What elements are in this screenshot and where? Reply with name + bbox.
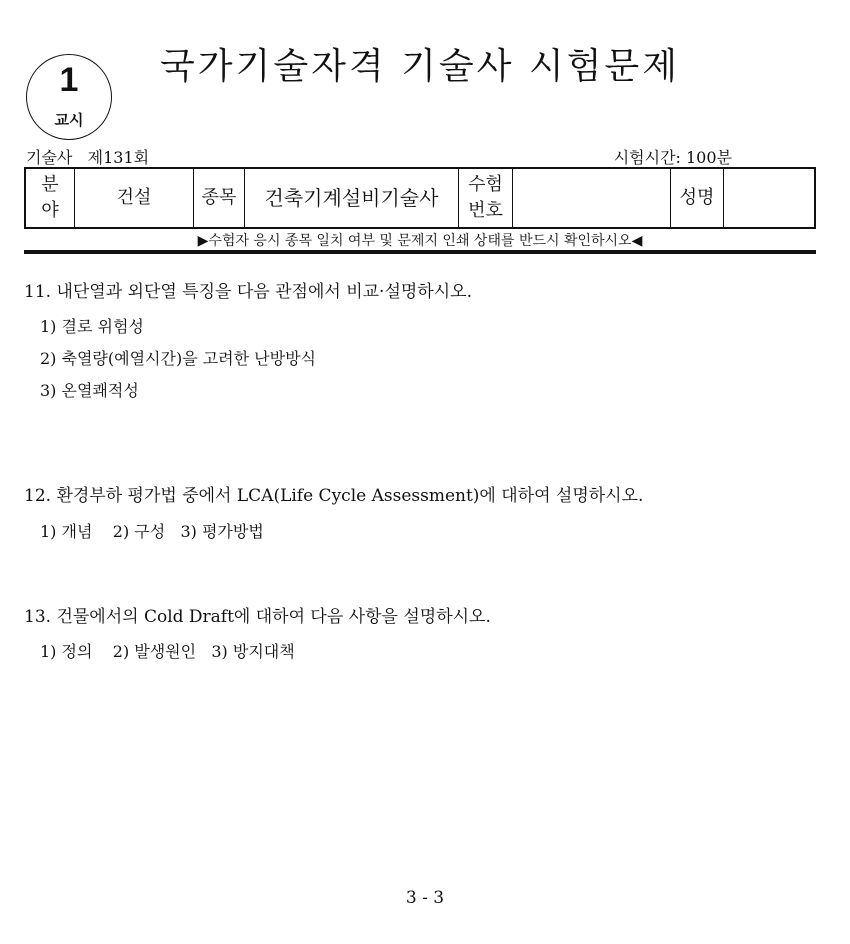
exam-number-label: 수험번호 bbox=[459, 168, 513, 228]
question-12: 12. 환경부하 평가법 중에서 LCA(Life Cycle Assessment)에 대하여 설명하시오. bbox=[24, 486, 644, 506]
exam-duration: 시험시간: 100분 bbox=[613, 148, 732, 167]
period-label: 교시 bbox=[54, 111, 84, 129]
question-11-sub-2: 2) 축열량(예열시간)을 고려한 난방방식 bbox=[40, 349, 317, 368]
exam-info-table bbox=[24, 167, 816, 229]
question-13: 13. 건물에서의 Cold Draft에 대하여 다음 사항을 설명하시오. bbox=[24, 607, 491, 627]
name-field[interactable] bbox=[724, 168, 816, 228]
page-number: 3 - 3 bbox=[405, 888, 445, 908]
question-11: 11. 내단열과 외단열 특징을 다음 관점에서 비교·설명하시오. bbox=[24, 282, 472, 302]
question-13-subs: 1) 정의 2) 발생원인 3) 방지대책 bbox=[40, 642, 295, 661]
period-badge bbox=[26, 54, 112, 140]
page-title: 국가기술자격 기술사 시험문제 bbox=[160, 46, 680, 87]
exam-number-field[interactable] bbox=[513, 168, 671, 228]
divider bbox=[24, 250, 816, 254]
name-label: 성명 bbox=[671, 168, 724, 228]
notice: ▶수험자 응시 종목 일치 여부 및 문제지 인쇄 상태를 반드시 확인하시오◀ bbox=[197, 233, 643, 249]
question-11-sub-1: 1) 결로 위험성 bbox=[40, 317, 144, 336]
field-label: 분야 bbox=[25, 168, 75, 228]
question-12-subs: 1) 개념 2) 구성 3) 평가방법 bbox=[40, 522, 264, 541]
period-number: 1 bbox=[59, 61, 79, 99]
question-11-sub-3: 3) 온열쾌적성 bbox=[40, 381, 139, 400]
field-value: 건설 bbox=[75, 168, 194, 228]
item-label: 종목 bbox=[194, 168, 245, 228]
exam-round: 기술사 제131회 bbox=[26, 148, 150, 167]
item-value: 건축기계설비기술사 bbox=[245, 168, 459, 228]
